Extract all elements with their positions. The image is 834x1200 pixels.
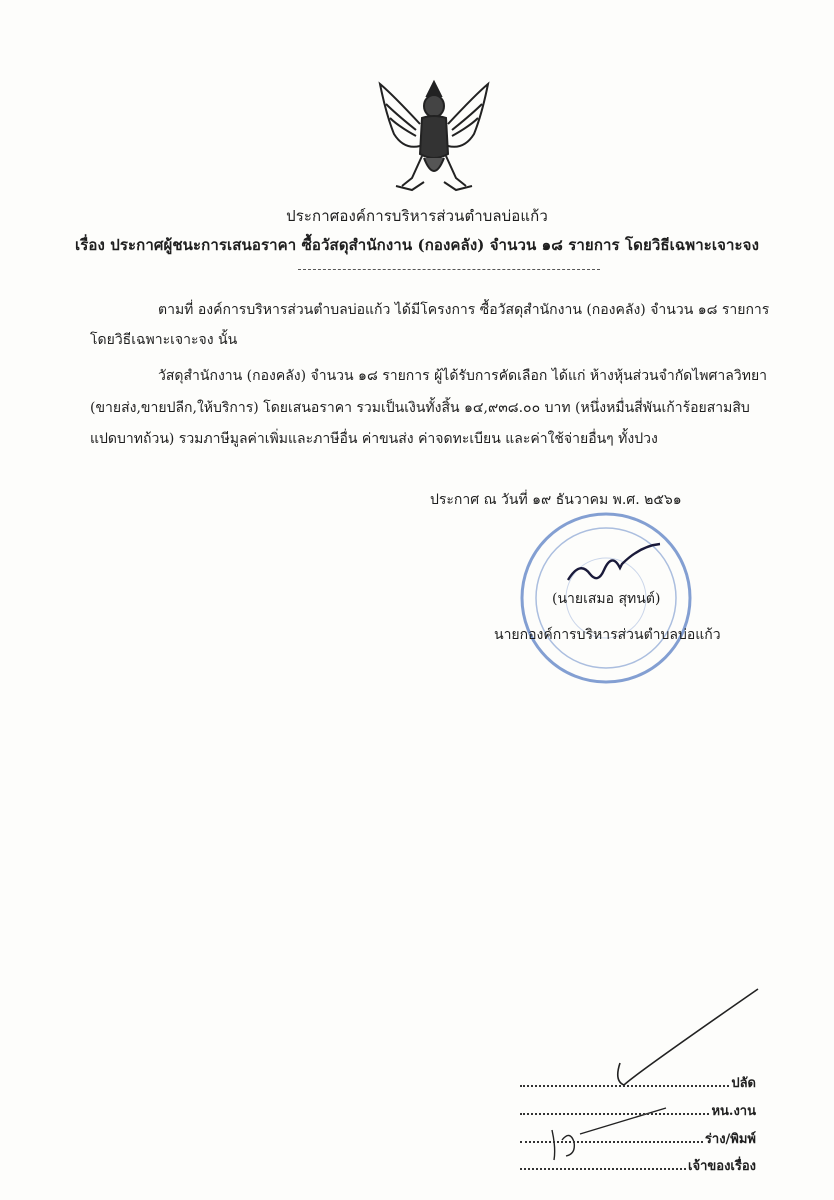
routing-label-deputy: ปลัด <box>731 1076 756 1091</box>
signer-position: นายกองค์การบริหารส่วนตำบลบ่อแก้ว <box>494 627 721 643</box>
routing-label-drafter: ร่าง/พิมพ์ <box>704 1132 756 1147</box>
routing-row-owner <box>520 1155 756 1176</box>
signature-scribble-icon <box>560 540 670 590</box>
paragraph-1-line-2: โดยวิธีเฉพาะเจาะจง นั้น <box>90 332 238 348</box>
paragraph-1-line-1: ตามที่ องค์การบริหารส่วนตำบลบ่อแก้ว ได้มีโครงการ ซื้อวัสดุสำนักงาน (กองคลัง) จำนวน ๑๘ รายการ <box>158 302 770 318</box>
announcement-subject: เรื่อง ประกาศผู้ชนะการเสนอราคา ซื้อวัสดุสำนักงาน (กองคลัง) จำนวน ๑๘ รายการ โดยวิธีเฉพาะเจาะจง <box>75 236 759 254</box>
routing-label-head: หน.งาน <box>711 1104 756 1119</box>
divider-line <box>298 269 600 270</box>
routing-row-head <box>520 1100 756 1121</box>
paragraph-2-line-1: วัสดุสำนักงาน (กองคลัง) จำนวน ๑๘ รายการ ผู้ได้รับการคัดเลือก ได้แก่ ห้างหุ้นส่วนจำกัดไพศาลวิทยา <box>158 368 768 384</box>
dotted-line <box>520 1075 729 1087</box>
routing-label-owner: เจ้าของเรื่อง <box>688 1159 756 1174</box>
paragraph-2-line-3: แปดบาทถ้วน) รวมภาษีมูลค่าเพิ่มและภาษีอื่น ค่าขนส่ง ค่าจดทะเบียน และค่าใช้จ่ายอื่นๆ ทั้งปวง <box>90 431 658 447</box>
garuda-emblem-icon <box>372 74 496 196</box>
dotted-line <box>520 1103 709 1115</box>
signer-name: (นายเสมอ สุทนต์) <box>552 591 661 607</box>
dotted-line <box>520 1131 703 1143</box>
announcement-date: ประกาศ ณ วันที่ ๑๙ ธันวาคม พ.ศ. ๒๕๖๑ <box>430 492 682 508</box>
dotted-line <box>520 1158 686 1170</box>
routing-row-drafter <box>520 1128 756 1149</box>
paragraph-2-line-2: (ขายส่ง,ขายปลีก,ให้บริการ) โดยเสนอราคา รวมเป็นเงินทั้งสิ้น ๑๔,๙๓๘.๐๐ บาท (หนึ่งหมื่นสี่พันเก้าร้อยสามสิบ <box>90 400 750 416</box>
announcement-title: ประกาศองค์การบริหารส่วนตำบลบ่อแก้ว <box>286 207 548 225</box>
routing-row-deputy <box>520 1072 756 1093</box>
